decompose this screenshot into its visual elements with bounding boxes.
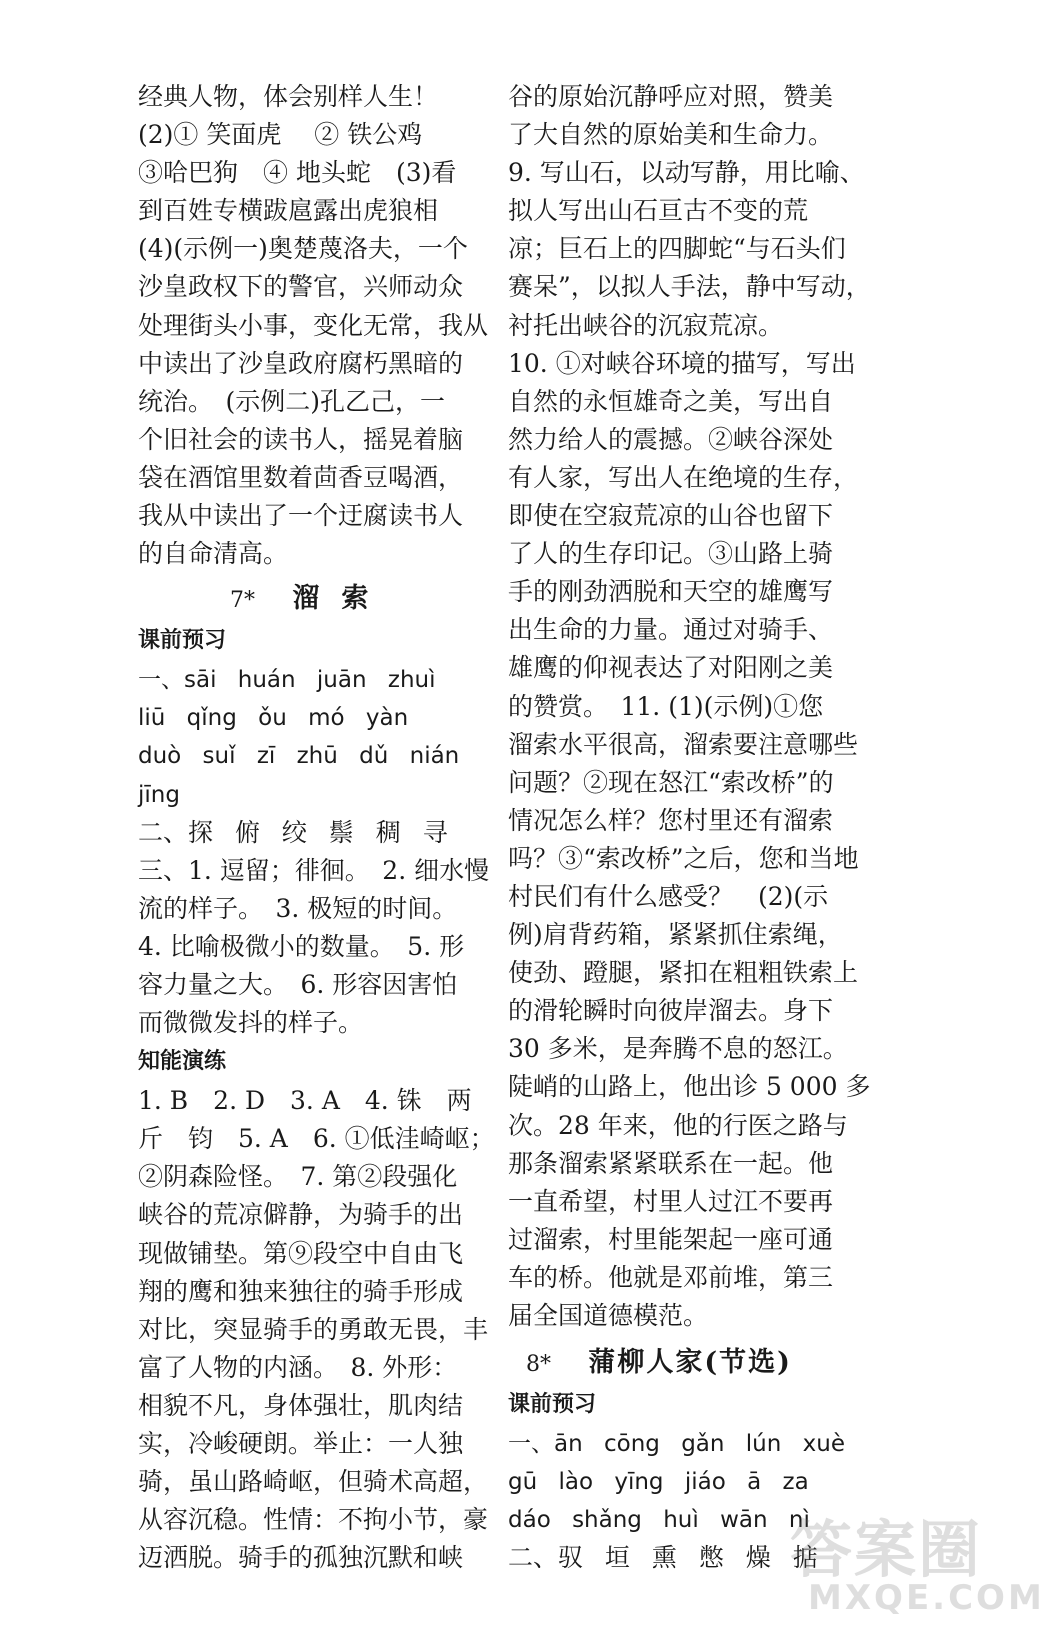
watermark-text: 答案圈 [790,1513,983,1586]
section-heading-practice: 知能演练 [138,1049,227,1075]
text-line: (4)(示例一)奥楚蔑洛夫，一个 [138,234,468,264]
text-line: 出生命的力量。通过对骑手、 [508,615,834,645]
text-line: 使劲、蹬腿，紧扣在粗粗铁索上 [508,958,859,988]
text-line: 1. B 2. D 3. A 4. 铢 两 [138,1086,472,1116]
lesson-number: 7* [230,588,255,614]
text-line: 翔的鹰和独来独往的骑手形成 [138,1276,464,1306]
text-line: 4. 比喻极微小的数量。 5. 形 [138,931,465,961]
text-line: 一直希望，村里人过江不要再 [508,1186,834,1216]
text-line: 袋在酒馆里数着茴香豆喝酒， [138,462,464,492]
text-line: 富了人物的内涵。 8. 外形： [138,1352,458,1382]
text-line: 迈洒脱。骑手的孤独沉默和峡 [138,1543,464,1573]
text-line: 了大自然的原始美和生命力。 [508,120,834,150]
text-line: 10. ①对峡谷环境的描写，写出 [508,348,856,378]
text-line: 问题？②现在怒江“索改桥”的 [508,767,834,797]
text-line: ③哈巴狗 ④ 地头蛇 (3)看 [138,158,457,188]
text-line: 拟人写出山石亘古不变的荒 [508,196,809,226]
text-line: 沙皇政权下的警官，兴师动众 [138,272,464,302]
text-line: 凉；巨石上的四脚蛇“与石头们 [508,234,846,264]
text-line: 流的样子。 3. 极短的时间。 [138,893,458,923]
text-line: 统治。 (示例二)孔乙己，一 [138,386,446,416]
text-line: 我从中读出了一个迂腐读书人 [138,501,464,531]
text-line: 届全国道德模范。 [508,1301,709,1330]
text-line: 骑，虽山路崎岖，但骑术高超， [138,1467,489,1497]
pinyin-line: dáo shǎng huì wān nì [508,1507,810,1534]
text-line: 峡谷的荒凉僻静，为骑手的出 [138,1200,464,1230]
text-line: 实，冷峻硬朗。举止：一人独 [138,1429,464,1458]
text-line: 相貌不凡，身体强壮，肌肉结 [138,1390,464,1420]
text-line: 陡峭的山路上，他出诊 5 000 多 [508,1072,871,1102]
text-line: 车的桥。他就是邓前堆，第三 [508,1262,834,1292]
text-line: 然力给人的震撼。②峡谷深处 [508,424,834,454]
text-line: 谷的原始沉静呼应对照，赞美 [508,82,834,111]
text-line: 现做铺垫。第⑨段空中自由飞 [138,1238,464,1268]
pinyin-line: liū qǐng ǒu mó yàn [138,705,409,732]
lesson-7-title [138,577,472,621]
lesson-number: 8* [526,1352,551,1378]
left-intro-text [138,78,489,573]
pinyin-line: 一、ān cōng gǎn lún xuè [508,1431,845,1458]
text-line: 手的刚劲洒脱和天空的雄鹰写 [508,577,834,607]
text-line: 村民们有什么感受？ (2)(示 [508,881,829,911]
text-line: 斤 钧 5. A 6. ①低洼崎岖； [138,1124,495,1154]
lesson-8-title [508,1341,842,1385]
chars-line: 二、驭 垣 熏 憋 燥 掂 [508,1543,818,1573]
lesson-title: 蒲柳人家(节选) [588,1347,792,1379]
text-line: 雄鹰的仰视表达了对阳刚之美 [508,653,834,683]
text-line: 的自命清高。 [138,539,289,569]
text-line: 过溜索，村里能架起一座可通 [508,1224,834,1254]
right-column [508,78,871,1577]
lesson-title: 溜索 [292,583,391,615]
text-line: 有人家，写出人在绝境的生存， [508,462,859,492]
text-line: 30 多米，是奔腾不息的怒江。 [508,1034,848,1064]
text-line: (2)① 笑面虎 ② 铁公鸡 [138,120,423,150]
text-line: 例)肩背药箱，紧紧抓住索绳， [508,920,843,950]
text-line: 了人的生存印记。③山路上骑 [508,539,834,569]
watermark-logo [790,1500,1045,1640]
text-line: 溜索水平很高，溜索要注意哪些 [508,729,859,759]
text-line: 容力量之大。 6. 形容因害怕 [138,969,458,999]
pinyin-line: 一、sāi huán juān zhuì [138,667,436,694]
text-line: 的滑轮瞬时向彼岸溜去。身下 [508,996,834,1026]
chars-line: 二、探 俯 绞 鬃 稠 寻 [138,817,448,847]
text-line: 到百姓专横跋扈露出虎狼相 [138,196,439,226]
pinyin-line: duò suǐ zī zhū dǔ nián [138,743,460,770]
text-line: 吗？③“索改桥”之后，您和当地 [508,843,859,873]
text-line: 而微微发抖的样子。 [138,1008,364,1038]
text-line: 9. 写山石，以动写静，用比喻、 [508,158,865,188]
pinyin-line: jīng [138,781,180,808]
text-line: 即使在空寂荒凉的山谷也留下 [508,501,834,531]
text-line: 经典人物，体会别样人生！ [138,82,439,111]
text-line: 中读出了沙皇政府腐朽黑暗的 [138,348,464,378]
text-line: 对比，突显骑手的勇敢无畏，丰 [138,1314,489,1344]
left-column [138,78,495,1577]
text-line: 次。28 年来，他的行医之路与 [508,1110,848,1140]
section-heading-preview: 课前预习 [508,1392,597,1418]
watermark-url: MXQE.COM [808,1578,1045,1618]
text-line: 个旧社会的读书人，摇晃着脑 [138,424,464,454]
text-line: 赛呆”，以拟人手法，静中写动， [508,272,871,302]
text-line: 那条溜索紧紧联系在一起。他 [508,1148,834,1178]
text-line: 情况怎么样？您村里还有溜索 [508,805,834,835]
text-line: 三、1. 逗留；徘徊。 2. 细水慢 [138,855,490,885]
text-line: ②阴森险怪。 7. 第②段强化 [138,1162,458,1192]
text-line: 的赞赏。 11. (1)(示例)①您 [508,691,824,721]
section-heading-preview: 课前预习 [138,628,227,654]
pinyin-line: gū lào yīng jiáo ā za [508,1469,809,1496]
text-line: 处理街头小事，变化无常，我从 [138,310,489,340]
text-line: 衬托出峡谷的沉寂荒凉。 [508,310,784,340]
text-line: 从容沉稳。性情：不拘小节，豪 [138,1505,489,1535]
text-line: 自然的永恒雄奇之美，写出自 [508,386,834,416]
